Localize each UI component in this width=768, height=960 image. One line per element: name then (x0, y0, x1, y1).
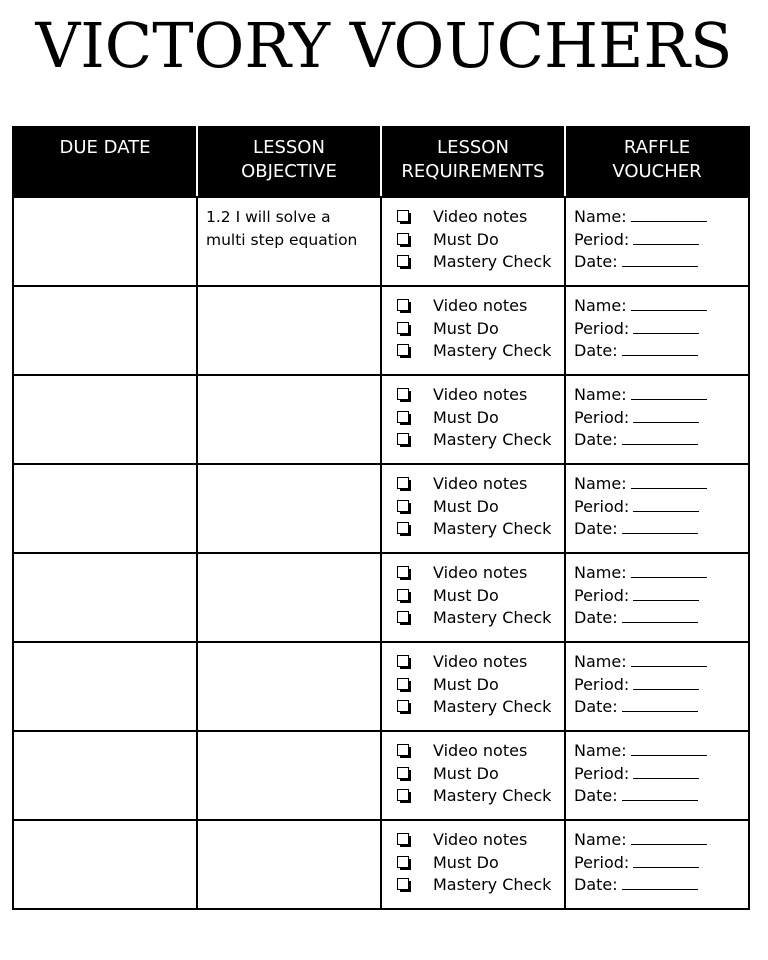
raffle-field-label: Name: (574, 652, 627, 671)
page-title: VICTORY VOUCHERS (35, 9, 733, 82)
raffle-field-label: Name: (574, 563, 627, 582)
raffle-field-label: Period: (574, 318, 630, 338)
objective-cell[interactable] (197, 375, 381, 464)
raffle-field-label: Period: (574, 674, 630, 694)
requirement-item-must-do (382, 585, 564, 608)
raffle-field-label: Period: (574, 496, 630, 516)
requirement-item-must-do (382, 407, 564, 430)
raffle-list (566, 643, 748, 719)
date-blank-line[interactable] (622, 252, 698, 267)
table-row-5 (13, 553, 749, 642)
period-blank-line[interactable] (633, 319, 699, 334)
raffle-field-name (566, 740, 748, 763)
header-raffle-voucher-line-1: RAFFLE (623, 137, 691, 158)
header-lesson-objective-line-2: OBJECTIVE (241, 161, 337, 182)
name-blank-line[interactable] (631, 741, 707, 756)
requirement-label: Must Do (433, 229, 499, 249)
due-date-cell[interactable] (13, 197, 197, 286)
raffle-field-date (566, 251, 748, 274)
checkbox-icon[interactable] (397, 411, 411, 425)
requirement-label: Mastery Check (433, 786, 552, 805)
checkbox-icon[interactable] (397, 744, 411, 758)
raffle-field-label: Period: (574, 229, 630, 249)
header-due-date (13, 127, 197, 197)
table-body (13, 197, 749, 909)
raffle-field-name (566, 829, 748, 852)
requirement-label: Must Do (433, 585, 499, 605)
raffle-field-period (566, 407, 748, 430)
objective-text (198, 376, 380, 384)
due-date-cell[interactable] (13, 464, 197, 553)
raffle-field-date (566, 518, 748, 541)
raffle-field-period (566, 674, 748, 697)
requirement-item-must-do (382, 318, 564, 341)
requirement-item-must-do (382, 229, 564, 252)
raffle-field-label: Date: (574, 875, 618, 894)
requirement-label: Must Do (433, 674, 499, 694)
objective-cell[interactable] (197, 820, 381, 909)
date-blank-line[interactable] (622, 786, 698, 801)
raffle-field-label: Date: (574, 519, 618, 538)
requirements-list (382, 821, 564, 897)
raffle-field-name (566, 473, 748, 496)
checkbox-icon[interactable] (397, 678, 411, 692)
requirements-cell (381, 375, 565, 464)
requirements-cell (381, 820, 565, 909)
checkbox-icon[interactable] (397, 789, 411, 803)
raffle-field-label: Name: (574, 296, 627, 315)
objective-text (198, 732, 380, 740)
raffle-list (566, 376, 748, 452)
period-blank-line[interactable] (633, 230, 699, 245)
date-blank-line[interactable] (622, 341, 698, 356)
requirement-label: Mastery Check (433, 697, 552, 716)
raffle-field-period (566, 585, 748, 608)
table-row-8 (13, 820, 749, 909)
date-blank-line[interactable] (622, 519, 698, 534)
requirement-item-mastery-check (382, 785, 564, 808)
checkbox-icon[interactable] (397, 522, 411, 536)
checkbox-icon[interactable] (397, 589, 411, 603)
objective-cell[interactable] (197, 464, 381, 553)
checkbox-icon[interactable] (397, 433, 411, 447)
objective-text (198, 465, 380, 473)
requirement-item-mastery-check (382, 607, 564, 630)
raffle-field-label: Date: (574, 697, 618, 716)
requirements-cell (381, 464, 565, 553)
header-raffle-voucher (565, 127, 749, 197)
name-blank-line[interactable] (631, 652, 707, 667)
requirement-label: Must Do (433, 852, 499, 872)
table-row-7 (13, 731, 749, 820)
raffle-field-name (566, 295, 748, 318)
due-date-cell[interactable] (13, 553, 197, 642)
raffle-field-label: Name: (574, 830, 627, 849)
requirement-item-video-notes (382, 740, 564, 763)
objective-text: 1.2 I will solve a multi step equation (206, 208, 358, 249)
requirement-label: Mastery Check (433, 519, 552, 538)
requirement-item-video-notes (382, 829, 564, 852)
requirements-cell (381, 731, 565, 820)
header-row (13, 127, 749, 197)
requirement-item-video-notes (382, 651, 564, 674)
objective-cell[interactable] (197, 553, 381, 642)
raffle-cell (565, 553, 749, 642)
requirement-item-video-notes (382, 206, 564, 229)
raffle-list (566, 287, 748, 363)
objective-text (198, 821, 380, 829)
raffle-cell (565, 464, 749, 553)
raffle-field-label: Period: (574, 407, 630, 427)
name-blank-line[interactable] (631, 207, 707, 222)
requirement-item-mastery-check (382, 874, 564, 897)
requirements-list (382, 198, 564, 274)
raffle-cell (565, 286, 749, 375)
raffle-field-label: Date: (574, 252, 618, 271)
requirements-list (382, 554, 564, 630)
checkbox-icon[interactable] (397, 767, 411, 781)
checkbox-icon[interactable] (397, 388, 411, 402)
requirement-item-video-notes (382, 384, 564, 407)
due-date-cell[interactable] (13, 820, 197, 909)
requirements-list (382, 287, 564, 363)
raffle-field-name (566, 651, 748, 674)
objective-text (198, 643, 380, 651)
header-lesson-requirements-line-1: LESSON (437, 137, 509, 158)
table-row-6 (13, 642, 749, 731)
voucher-table (12, 126, 750, 910)
objective-cell[interactable] (197, 731, 381, 820)
raffle-field-label: Period: (574, 763, 630, 783)
requirement-label: Video notes (433, 296, 528, 315)
table-row-1 (13, 197, 749, 286)
raffle-cell (565, 197, 749, 286)
header-lesson-objective-line-1: LESSON (253, 137, 325, 158)
checkbox-icon[interactable] (397, 477, 411, 491)
period-blank-line[interactable] (633, 586, 699, 601)
requirement-item-must-do (382, 496, 564, 519)
requirement-item-video-notes (382, 473, 564, 496)
requirement-label: Video notes (433, 207, 528, 226)
requirement-label: Must Do (433, 318, 499, 338)
checkbox-icon[interactable] (397, 878, 411, 892)
date-blank-line[interactable] (622, 430, 698, 445)
requirement-label: Mastery Check (433, 341, 552, 360)
period-blank-line[interactable] (633, 764, 699, 779)
requirements-list (382, 732, 564, 808)
requirement-label: Mastery Check (433, 252, 552, 271)
raffle-field-date (566, 785, 748, 808)
checkbox-icon[interactable] (397, 322, 411, 336)
due-date-cell[interactable] (13, 375, 197, 464)
requirement-item-must-do (382, 852, 564, 875)
name-blank-line[interactable] (631, 385, 707, 400)
requirements-cell (381, 197, 565, 286)
raffle-field-date (566, 874, 748, 897)
period-blank-line[interactable] (633, 853, 699, 868)
raffle-field-label: Name: (574, 741, 627, 760)
raffle-cell (565, 642, 749, 731)
name-blank-line[interactable] (631, 830, 707, 845)
raffle-field-label: Date: (574, 430, 618, 449)
requirement-label: Video notes (433, 385, 528, 404)
requirement-item-must-do (382, 763, 564, 786)
raffle-field-label: Name: (574, 207, 627, 226)
checkbox-icon[interactable] (397, 655, 411, 669)
raffle-field-date (566, 607, 748, 630)
due-date-cell[interactable] (13, 286, 197, 375)
raffle-field-label: Period: (574, 852, 630, 872)
requirement-label: Must Do (433, 407, 499, 427)
raffle-cell (565, 731, 749, 820)
raffle-list (566, 554, 748, 630)
raffle-field-date (566, 340, 748, 363)
requirement-label: Mastery Check (433, 430, 552, 449)
requirements-cell (381, 553, 565, 642)
checkbox-icon[interactable] (397, 210, 411, 224)
header-lesson-requirements (381, 127, 565, 197)
checkbox-icon[interactable] (397, 255, 411, 269)
raffle-field-label: Date: (574, 341, 618, 360)
requirement-item-mastery-check (382, 518, 564, 541)
requirements-cell (381, 642, 565, 731)
checkbox-icon[interactable] (397, 566, 411, 580)
requirement-item-video-notes (382, 295, 564, 318)
raffle-cell (565, 375, 749, 464)
header-raffle-voucher-line-2: VOUCHER (612, 161, 702, 182)
objective-cell[interactable] (197, 197, 381, 286)
raffle-field-date (566, 696, 748, 719)
raffle-field-label: Period: (574, 585, 630, 605)
checkbox-icon[interactable] (397, 299, 411, 313)
checkbox-icon[interactable] (397, 833, 411, 847)
raffle-field-label: Date: (574, 608, 618, 627)
raffle-field-date (566, 429, 748, 452)
objective-cell[interactable] (197, 286, 381, 375)
raffle-list (566, 732, 748, 808)
requirement-label: Must Do (433, 763, 499, 783)
name-blank-line[interactable] (631, 474, 707, 489)
objective-cell[interactable] (197, 642, 381, 731)
requirements-list (382, 465, 564, 541)
checkbox-icon[interactable] (397, 611, 411, 625)
objective-text (198, 287, 380, 295)
checkbox-icon[interactable] (397, 500, 411, 514)
raffle-field-period (566, 318, 748, 341)
requirement-item-mastery-check (382, 340, 564, 363)
requirement-label: Video notes (433, 652, 528, 671)
period-blank-line[interactable] (633, 408, 699, 423)
table-row-4 (13, 464, 749, 553)
raffle-field-period (566, 229, 748, 252)
date-blank-line[interactable] (622, 608, 698, 623)
requirements-cell (381, 286, 565, 375)
requirement-label: Video notes (433, 563, 528, 582)
table-row-3 (13, 375, 749, 464)
requirement-label: Video notes (433, 474, 528, 493)
raffle-field-label: Name: (574, 385, 627, 404)
requirements-list (382, 376, 564, 452)
requirement-item-mastery-check (382, 429, 564, 452)
table-row-2 (13, 286, 749, 375)
period-blank-line[interactable] (633, 497, 699, 512)
raffle-field-name (566, 562, 748, 585)
requirement-label: Mastery Check (433, 875, 552, 894)
raffle-list (566, 198, 748, 274)
raffle-cell (565, 820, 749, 909)
header-lesson-objective (197, 127, 381, 197)
checkbox-icon[interactable] (397, 700, 411, 714)
name-blank-line[interactable] (631, 296, 707, 311)
requirement-item-mastery-check (382, 696, 564, 719)
requirement-label: Mastery Check (433, 608, 552, 627)
requirement-label: Video notes (433, 830, 528, 849)
requirements-list (382, 643, 564, 719)
due-date-cell[interactable] (13, 731, 197, 820)
raffle-list (566, 465, 748, 541)
raffle-field-period (566, 852, 748, 875)
raffle-field-name (566, 384, 748, 407)
requirement-item-mastery-check (382, 251, 564, 274)
header-lesson-requirements-line-2: REQUIREMENTS (401, 161, 545, 182)
checkbox-icon[interactable] (397, 344, 411, 358)
raffle-list (566, 821, 748, 897)
date-blank-line[interactable] (622, 697, 698, 712)
checkbox-icon[interactable] (397, 233, 411, 247)
due-date-cell[interactable] (13, 642, 197, 731)
objective-text (198, 554, 380, 562)
requirement-item-video-notes (382, 562, 564, 585)
date-blank-line[interactable] (622, 875, 698, 890)
raffle-field-name (566, 206, 748, 229)
requirement-label: Must Do (433, 496, 499, 516)
header-due-date-line: DUE DATE (59, 137, 151, 158)
raffle-field-label: Date: (574, 786, 618, 805)
period-blank-line[interactable] (633, 675, 699, 690)
raffle-field-period (566, 496, 748, 519)
raffle-field-period (566, 763, 748, 786)
checkbox-icon[interactable] (397, 856, 411, 870)
raffle-field-label: Name: (574, 474, 627, 493)
requirement-label: Video notes (433, 741, 528, 760)
name-blank-line[interactable] (631, 563, 707, 578)
requirement-item-must-do (382, 674, 564, 697)
